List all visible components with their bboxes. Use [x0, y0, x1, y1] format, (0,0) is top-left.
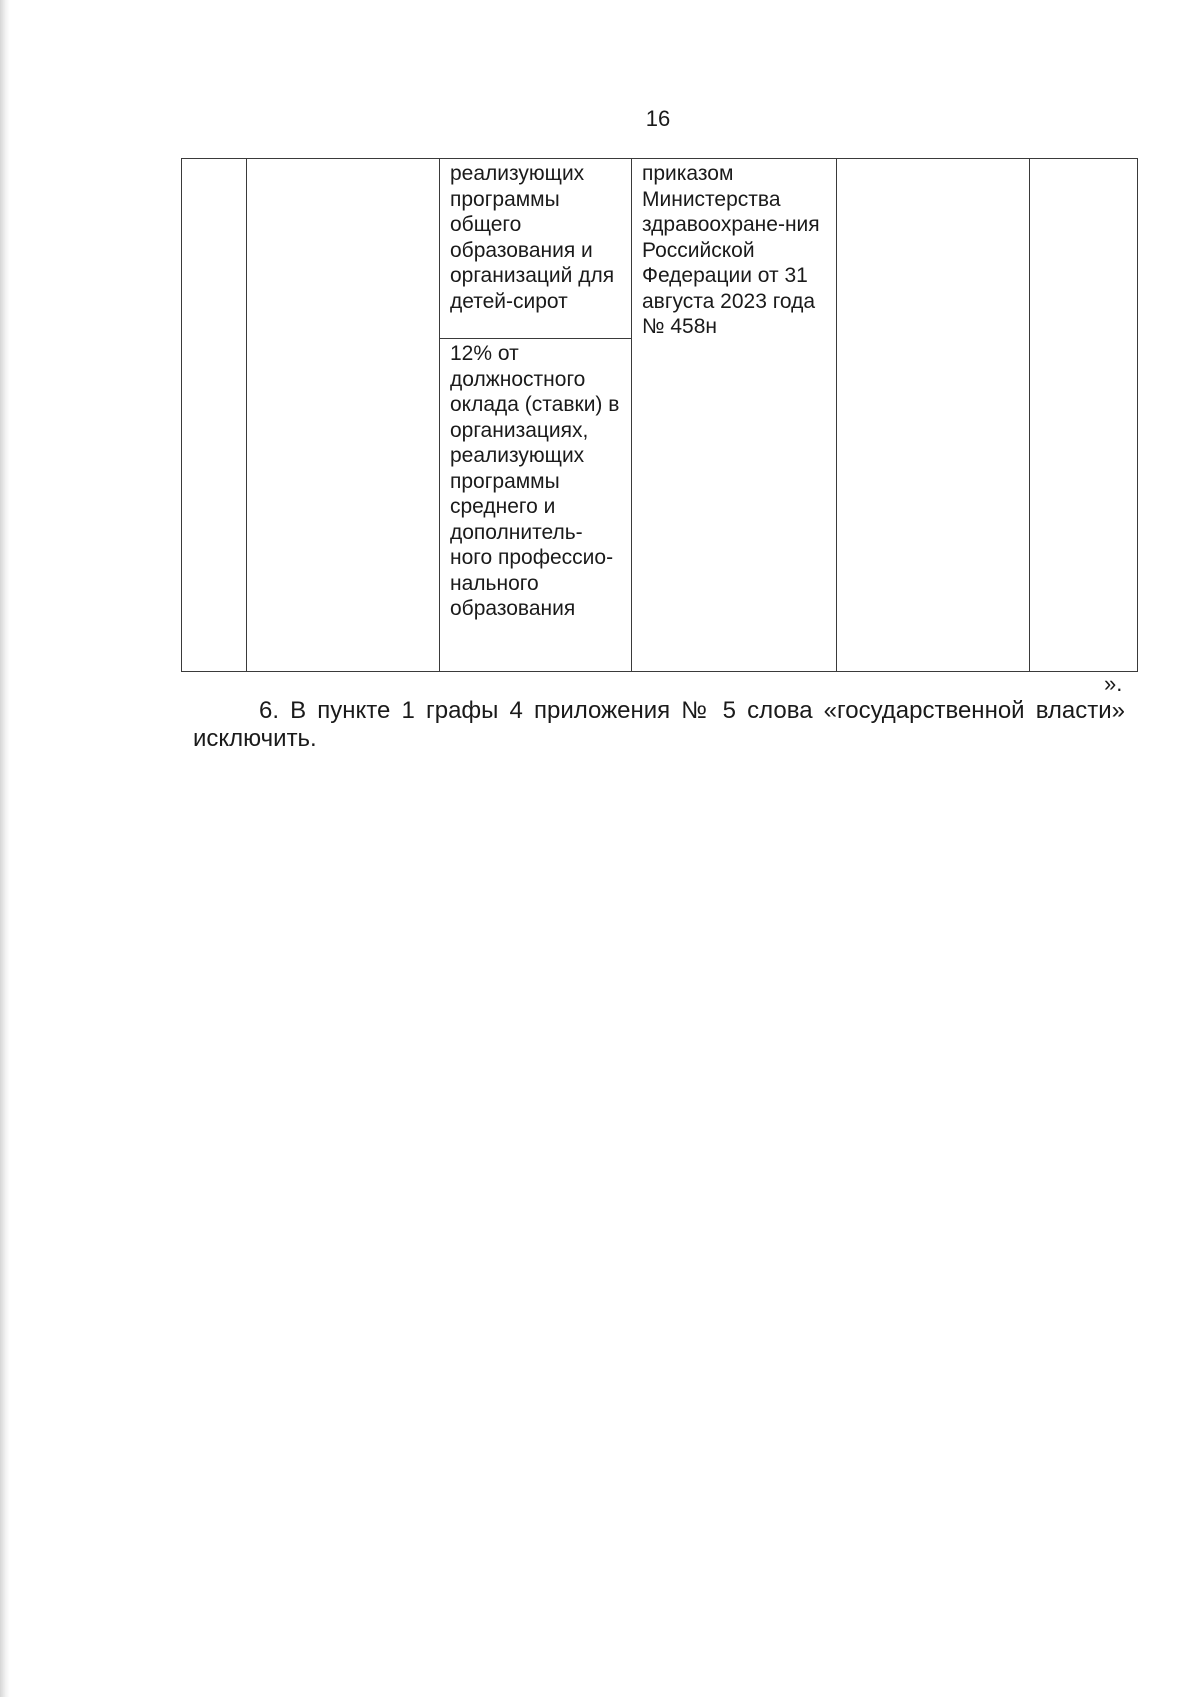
table-cell-col3-top: реализующих программы общего образования и организаций для детей-сирот	[440, 159, 632, 339]
table-cell-col3-bottom: 12% от должностного оклада (ставки) в организациях, реализующих программы среднего и дополнитель-ного профессио-нального образования	[440, 339, 632, 672]
paragraph-6: 6. В пункте 1 графы 4 приложения № 5 слова «государственной власти» исключить.	[193, 697, 1125, 752]
closing-quote: ».	[1104, 671, 1123, 696]
table-cell-col1	[182, 159, 247, 672]
table-cell-col6	[1030, 159, 1138, 672]
table-cell-col5	[837, 159, 1030, 672]
table-cell-col4: приказом Министерства здравоохране-ния Российской Федерации от 31 августа 2023 года № 458н	[632, 159, 837, 672]
scan-edge-shadow	[0, 0, 10, 1697]
continuation-table	[181, 158, 1138, 672]
table-cell-col2	[247, 159, 440, 672]
page-number: 16	[645, 106, 671, 131]
